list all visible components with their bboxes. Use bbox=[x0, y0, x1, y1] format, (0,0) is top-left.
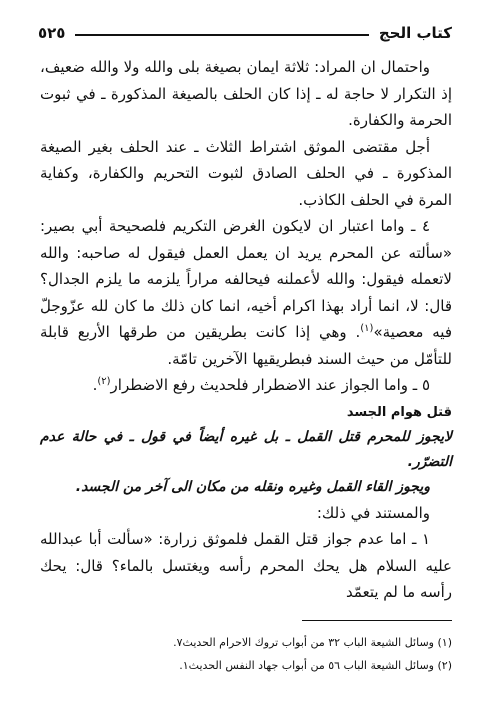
section-heading: قتل هوام الجسد bbox=[346, 404, 452, 420]
page-number: ٥٢٥ bbox=[38, 24, 66, 42]
header-rule bbox=[75, 34, 368, 36]
footnote-2: (٢) وسائل الشيعة الباب ٥٦ من أبواب جهاد النفس الحديث١. bbox=[179, 659, 452, 672]
paragraph-4 bbox=[40, 372, 452, 399]
paragraph-3-text: ٤ ـ واما اعتبار ان لايكون الغرض التكريم فلصحيحة أبي بصير: «سألته عن المحرم يريد ان يعمل العمل فيقول له صاحبه: والله لاتعمله فيقول: والله لأعملنه فيحالفه مراراً يلزمه ما يلزم الجدال؟ قال: لا، انما أراد بهذا اكرام أخيه، انما كان ذلك ما كان لله عزّوجلّ فيه معصية» bbox=[40, 217, 452, 341]
chapter-title: كتاب الحج bbox=[378, 24, 452, 42]
paragraph-1: واحتمال ان المراد: ثلاثة ايمان بصيغة بلى والله ولا والله ضعيف، إذ التكرار لا حاجة له ـ إذا كان الحلف بالصيغة المذكورة ـ في ثبوت الحرمة والكفارة. bbox=[40, 58, 452, 129]
paragraph-2: أجل مقتضى الموثق اشتراط الثلاث ـ عند الحلف بغير الصيغة المذكورة ـ في الحلف الصادق لثبوت التحريم والكفارة، وكفاية المرة في الحلف الكاذب. bbox=[40, 137, 452, 209]
page-body bbox=[40, 54, 452, 606]
footnote-1: (١) وسائل الشيعة الباب ٣٢ من أبواب تروك الاحرام الحديث٧. bbox=[173, 636, 452, 649]
paragraph-3 bbox=[40, 213, 452, 372]
footnote-ref-2: (٢) bbox=[97, 376, 111, 387]
paragraph-5: ١ ـ اما عدم جواز قتل القمل فلموثق زرارة: «سألت أبا عبدالله عليه السلام هل يحك المحرم رأسه ويغتسل بالماء؟ قال: يحك رأسه ما لم يتعمّد bbox=[40, 530, 452, 601]
ruling-2: ويجوز القاء القمل وغيره ونقله من مكان الى آخر من الجسد. bbox=[75, 478, 430, 495]
footnotes bbox=[40, 620, 452, 677]
paragraph-4-tail: . bbox=[92, 376, 98, 394]
ruling-1: لايجوز للمحرم قتل القمل ـ بل غيره أيضاً في قول ـ في حالة عدم التضرّر. bbox=[40, 428, 452, 470]
footnote-ref-1: (١) bbox=[360, 323, 374, 334]
page-header bbox=[38, 20, 452, 46]
paragraph-3-tail: . وهي إذا كانت بطريقين من طرقها الأربع قابلة للتأمّل من حيث السند فبطريقيها الآخرين تامّة. bbox=[40, 323, 452, 368]
evidence-label: والمستند في ذلك: bbox=[316, 503, 430, 522]
paragraph-4-text: ٥ ـ واما الجواز عند الاضطرار فلحديث رفع الاضطرار bbox=[110, 376, 430, 394]
footnote-rule bbox=[302, 620, 452, 621]
